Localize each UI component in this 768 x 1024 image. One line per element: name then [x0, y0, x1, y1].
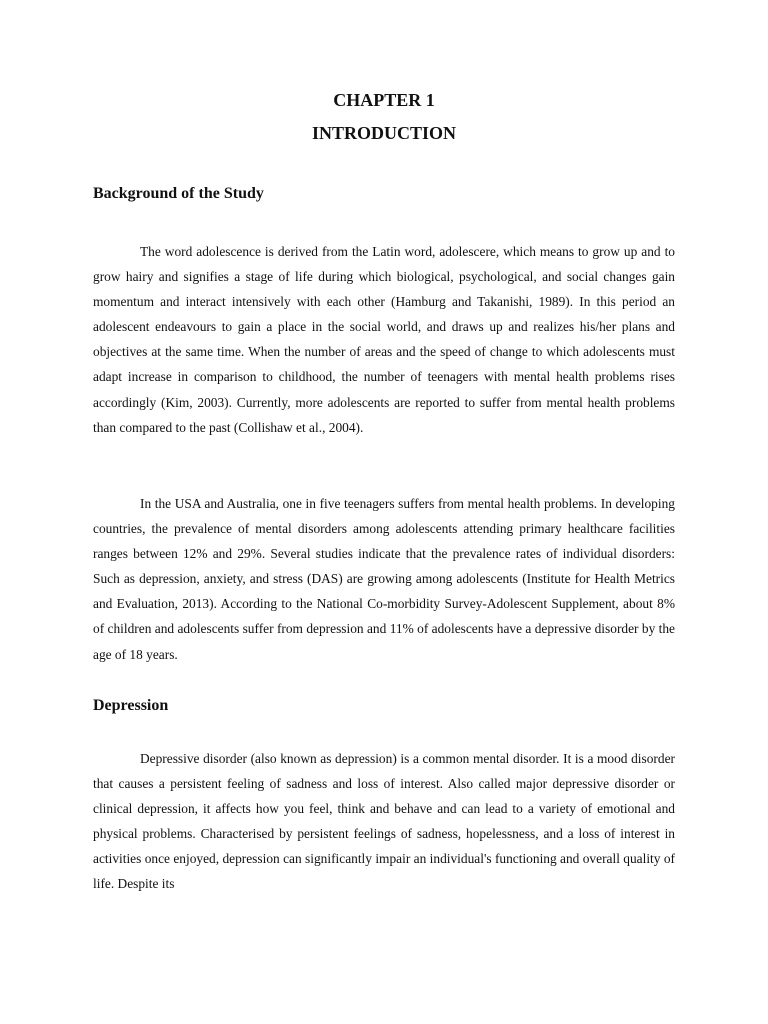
- chapter-number: CHAPTER 1: [333, 90, 435, 110]
- paragraph: Depressive disorder (also known as depression) is a common mental disorder. It is a mood disorder that causes a persistent feeling of sadness and loss of interest. Also called major depressive disorder or clinical depression, it affects how you feel, think and behave and can lead to a variety of emotional and physical problems. Characterised by persistent feelings of sadness, hopelessness, and a loss of interest in activities once enjoyed, depression can significantly impair an individual's functioning and overall quality of life. Despite its: [93, 751, 675, 892]
- paragraph: The word adolescence is derived from the Latin word, adolescere, which means to grow up and to grow hairy and signifies a stage of life during which biological, psychological, and social changes gain momentum and interact intensively with each other (Hamburg and Takanishi, 1989). In this period an adolescent endeavours to gain a place in the social world, and draws up and realizes his/her plans and objectives at the same time. When the number of areas and the speed of change to which adolescents must adapt increase in comparison to childhood, the number of teenagers with mental health problems rises accordingly (Kim, 2003). Currently, more adolescents are reported to suffer from mental health problems than compared to the past (Collishaw et al., 2004).: [93, 244, 675, 435]
- paragraph: In the USA and Australia, one in five teenagers suffers from mental health problems. In developing countries, the prevalence of mental disorders among adolescents attending primary healthcare facilities ranges between 12% and 29%. Several studies indicate that the prevalence rates of individual disorders: Such as depression, anxiety, and stress (DAS) are growing among adolescents (Institute for Health Metrics and Evaluation, 2013). According to the National Co-morbidity Survey-Adolescent Supplement, about 8% of children and adolescents suffer from depression and 11% of adolescents have a depressive disorder by the age of 18 years.: [93, 496, 675, 662]
- chapter-title: INTRODUCTION: [311, 123, 457, 143]
- section-heading-depression: Depression: [93, 697, 169, 714]
- section-heading-background: Background of the Study: [93, 185, 264, 202]
